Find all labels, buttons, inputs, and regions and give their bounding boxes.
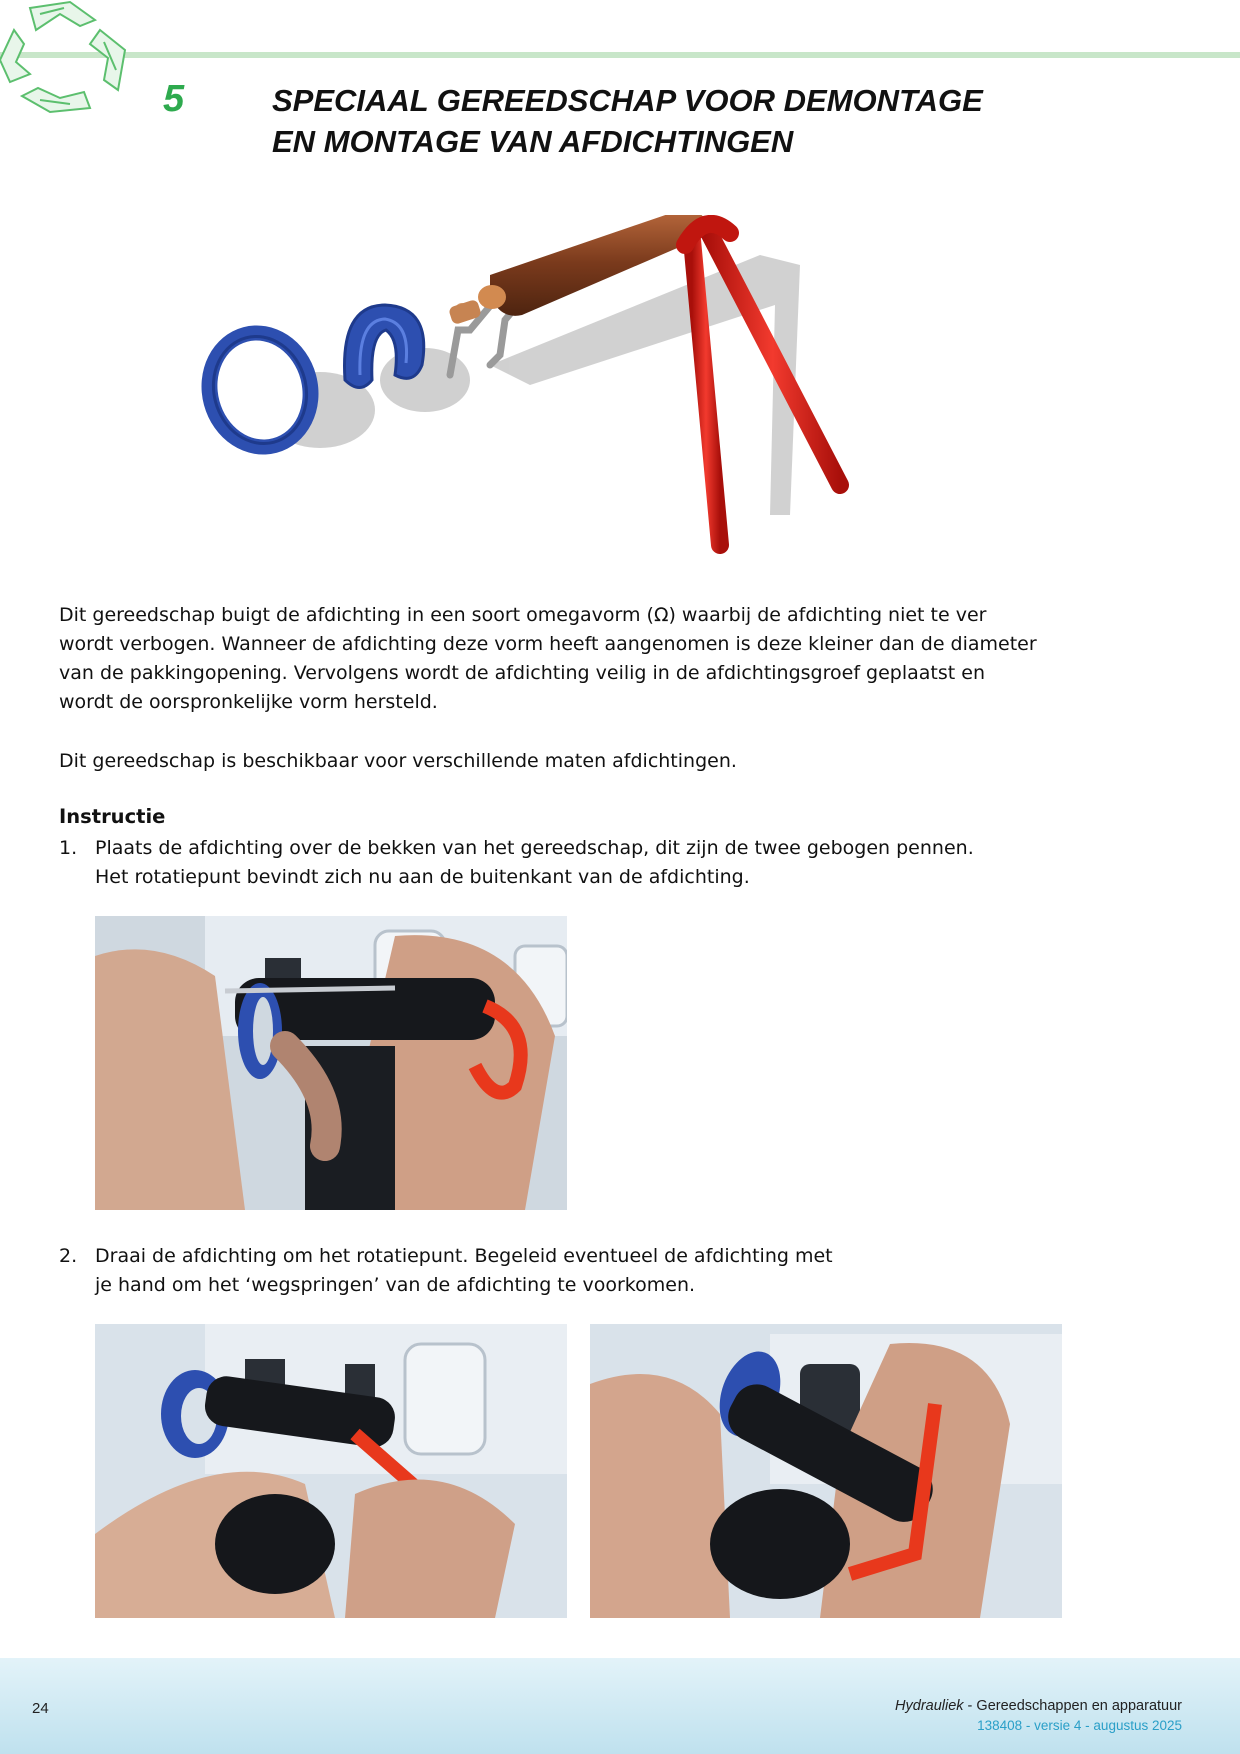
footer-subtitle: Gereedschappen en apparatuur — [976, 1698, 1182, 1714]
step-2-line-1: Draai de afdichting om het rotatiepunt. Begeleid eventueel de afdichting met — [95, 1245, 833, 1267]
step-1-photo — [95, 916, 567, 1210]
intro-line-2: wordt verbogen. Wanneer de afdichting deze vorm heeft aangenomen is deze kleiner dan de diameter — [59, 633, 1037, 655]
step-2-photo-left — [95, 1324, 567, 1618]
step-1-line-1: Plaats de afdichting over de bekken van het gereedschap, dit zijn de twee gebogen pennen. — [95, 837, 974, 859]
page-number: 24 — [32, 1700, 49, 1717]
availability-paragraph: Dit gereedschap is beschikbaar voor verschillende maten afdichtingen. — [59, 750, 737, 772]
intro-line-4: wordt de oorspronkelijke vorm hersteld. — [59, 691, 438, 713]
step-1-line-2: Het rotatiepunt bevindt zich nu aan de buitenkant van de afdichting. — [95, 866, 750, 888]
page-title-line-1: SPECIAAL GEREEDSCHAP VOOR DEMONTAGE — [272, 83, 983, 118]
header-divider-line — [0, 52, 1240, 58]
footer-separator: - — [963, 1698, 977, 1714]
seal-tool-illustration — [200, 215, 920, 600]
page-title — [272, 80, 1132, 162]
footer-title — [895, 1698, 1182, 1714]
step-2-photo-right — [590, 1324, 1062, 1618]
footer-subject: Hydrauliek — [895, 1698, 964, 1714]
intro-paragraph — [59, 601, 1079, 717]
step-number: 1. — [59, 837, 78, 859]
page-title-line-2: EN MONTAGE VAN AFDICHTINGEN — [272, 124, 794, 159]
step-number: 2. — [59, 1245, 78, 1267]
instruction-step-1 — [59, 834, 1079, 894]
instruction-heading: Instructie — [59, 805, 166, 828]
footer-doc-info: 138408 - versie 4 - augustus 2025 — [977, 1718, 1182, 1733]
instruction-step-2 — [59, 1242, 1079, 1302]
chapter-number: 5 — [163, 78, 185, 120]
recycle-arrows-icon — [0, 0, 140, 115]
intro-line-3: van de pakkingopening. Vervolgens wordt de afdichting veilig in de afdichtingsgroef geplaatst en — [59, 662, 985, 684]
intro-line-1: Dit gereedschap buigt de afdichting in een soort omegavorm (Ω) waarbij de afdichting niet te ver — [59, 604, 987, 626]
step-2-line-2: je hand om het ‘wegspringen’ van de afdichting te voorkomen. — [95, 1274, 696, 1296]
